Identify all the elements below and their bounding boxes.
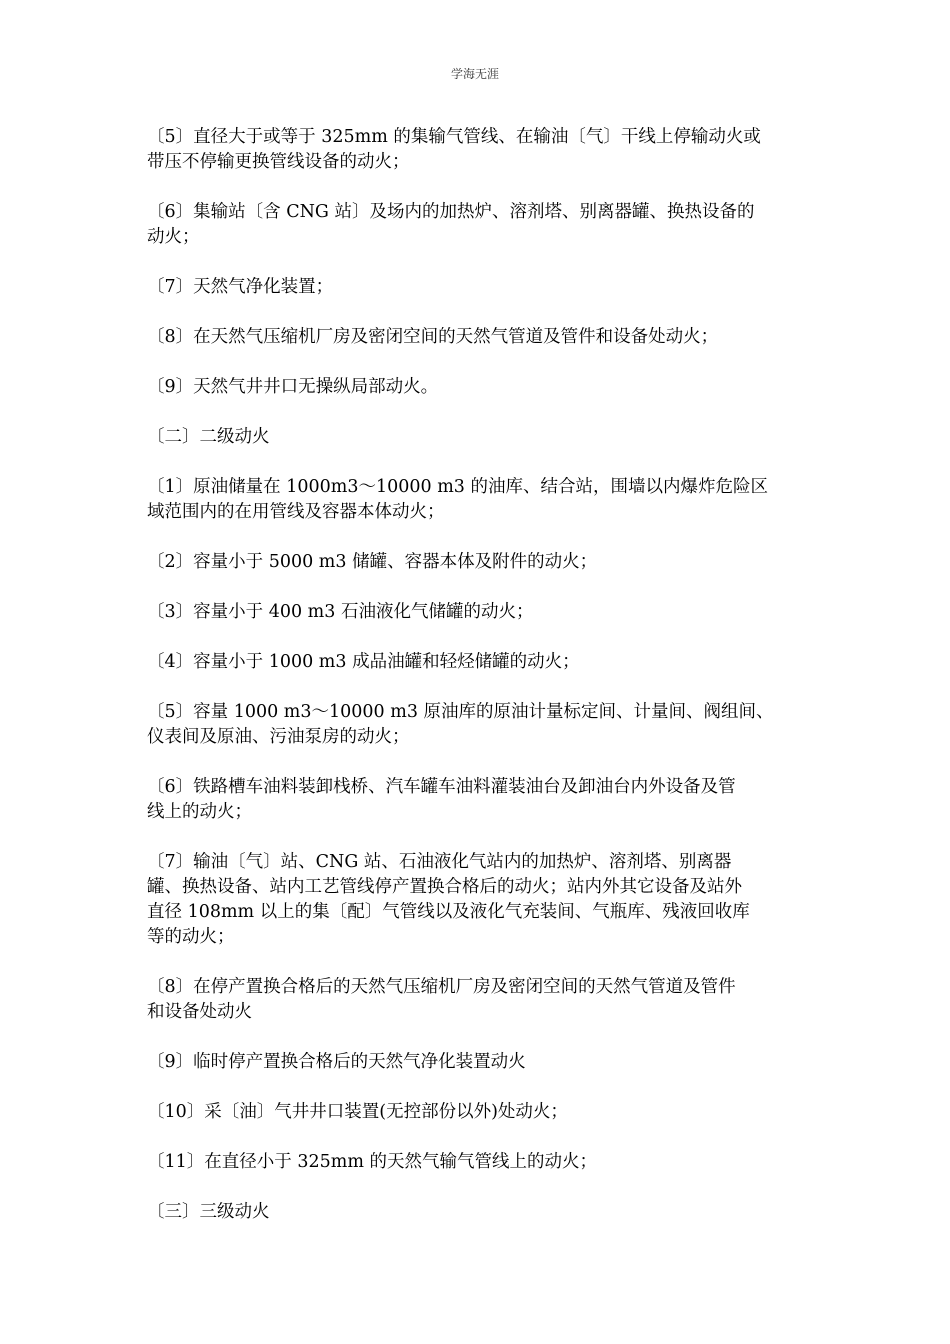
line: 〔二〕二级动火	[147, 427, 270, 447]
line: 〔6〕集输站〔含 CNG 站〕及场内的加热炉、溶剂塔、别离器罐、换热设备的	[147, 202, 755, 222]
paragraph	[147, 1100, 807, 1125]
paragraph	[147, 550, 807, 575]
line: 〔1〕原油储量在 1000m3～10000 m3 的油库、结合站，围墙以内爆炸危险区	[147, 477, 768, 497]
line: 〔3〕容量小于 400 m3 石油液化气储罐的动火；	[147, 602, 534, 622]
line: 带压不停输更换管线设备的动火；	[147, 152, 410, 172]
line: 〔5〕直径大于或等于 325mm 的集输气管线、在输油〔气〕干线上停输动火或	[147, 127, 761, 147]
line: 仪表间及原油、污油泵房的动火；	[147, 727, 410, 747]
line: 域范围内的在用管线及容器本体动火；	[147, 502, 445, 522]
line: 动火；	[147, 227, 200, 247]
line: 〔7〕输油〔气〕站、CNG 站、石油液化气站内的加热炉、溶剂塔、别离器	[147, 852, 732, 872]
line: 〔8〕在停产置换合格后的天然气压缩机厂房及密闭空间的天然气管道及管件	[147, 977, 736, 997]
paragraph	[147, 775, 807, 825]
section-heading	[147, 425, 807, 450]
line: 〔6〕铁路槽车油料装卸栈桥、汽车罐车油料灌装油台及卸油台内外设备及管	[147, 777, 736, 797]
paragraph	[147, 975, 807, 1025]
line: 罐、换热设备、站内工艺管线停产置换合格后的动火；站内外其它设备及站外	[147, 877, 742, 897]
line: 〔9〕临时停产置换合格后的天然气净化装置动火	[147, 1052, 526, 1072]
paragraph	[147, 200, 807, 250]
paragraph	[147, 1150, 807, 1175]
line: 和设备处动火	[147, 1002, 252, 1022]
line: 〔4〕容量小于 1000 m3 成品油罐和轻烃储罐的动火；	[147, 652, 580, 672]
line: 〔5〕容量 1000 m3～10000 m3 原油库的原油计量标定间、计量间、阀组间、	[147, 702, 774, 722]
line: 等的动火；	[147, 927, 235, 947]
line: 〔9〕天然气井井口无操纵局部动火。	[147, 377, 439, 397]
line: 线上的动火；	[147, 802, 252, 822]
paragraph	[147, 600, 807, 625]
page-header: 学海无涯	[450, 67, 499, 81]
paragraph	[147, 850, 807, 950]
line: 直径 108mm 以上的集〔配〕气管线以及液化气充装间、气瓶库、残液回收库	[147, 902, 750, 922]
paragraph	[147, 275, 807, 300]
paragraph	[147, 125, 807, 175]
section-heading	[147, 1200, 807, 1225]
paragraph	[147, 325, 807, 350]
paragraph	[147, 700, 807, 750]
paragraph	[147, 375, 807, 400]
line: 〔11〕在直径小于 325mm 的天然气输气管线上的动火；	[147, 1152, 597, 1172]
line: 〔10〕采〔油〕气井井口装置(无控部份以外)处动火；	[147, 1102, 568, 1122]
document-body	[147, 125, 807, 1250]
line: 〔7〕天然气净化装置；	[147, 277, 334, 297]
paragraph	[147, 1050, 807, 1075]
line: 〔2〕容量小于 5000 m3 储罐、容器本体及附件的动火；	[147, 552, 598, 572]
paragraph	[147, 650, 807, 675]
paragraph	[147, 475, 807, 525]
line: 〔8〕在天然气压缩机厂房及密闭空间的天然气管道及管件和设备处动火；	[147, 327, 719, 347]
line: 〔三〕三级动火	[147, 1202, 270, 1222]
